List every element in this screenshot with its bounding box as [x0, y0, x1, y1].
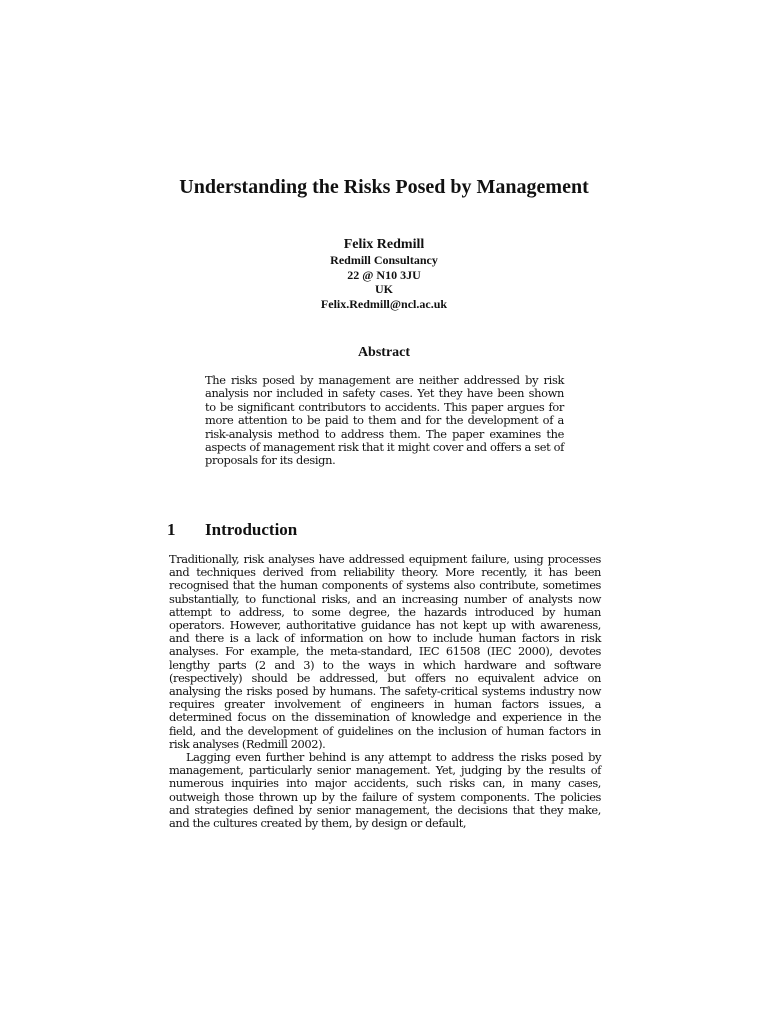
author-email: Felix.Redmill@ncl.ac.uk	[320, 296, 448, 311]
author-affiliation: Redmill Consultancy	[330, 253, 438, 267]
paper-title: Understanding the Risks Posed by Management	[179, 176, 589, 198]
section-heading-introduction	[167, 520, 607, 540]
section-title: Introduction	[205, 520, 298, 539]
author-block	[160, 236, 608, 311]
section-number: 1	[167, 520, 176, 539]
paragraph: Traditionally, risk analyses have addressed equipment failure, using processes and techniques derived from reliability theory. More recently, it has been recognised that the human components of systems also contribute, sometimes substantially, to functional risks, and an increasing number of analysts now attempt to address, to some degree, the hazards introduced by human operators. However, authoritative guidance has not kept up with awareness, and there is a lack of information on how to include human factors in risk analyses. For example, the meta-standard, IEC 61508 (IEC 2000), devotes lengthy parts (2 and 3) to the ways in which hardware and software (respectively) should be addressed, but offers no equivalent advice on analysing the risks posed by humans. The safety-critical systems industry now requires greater involvement of engineers in human factors issues, a determined focus on the dissemination of knowledge and experience in the field, and the development of guidelines on the inclusion of human factors in risk analyses (Redmill 2002).	[169, 552, 601, 751]
paragraph: Lagging even further behind is any attempt to address the risks posed by management, particularly senior management. Yet, judging by the results of numerous inquiries into major accidents, such risks can, in many cases, outweigh those thrown up by the failure of system components. The policies and strategies defined by senior management, the decisions that they make, and the cultures created by them, by design or default,	[169, 750, 601, 831]
abstract-heading: Abstract	[357, 345, 411, 360]
author-address: 22 @ N10 3JU	[347, 267, 421, 282]
introduction-body	[169, 553, 601, 830]
author-name: Felix Redmill	[343, 237, 425, 252]
abstract-text: The risks posed by management are neither addressed by risk analysis nor included in safety cases. Yet they have been shown to be significant contributors to accidents. This paper argues for more attention to be paid to them and for the development of a risk-analysis method to address them. The paper examines the aspects of management risk that it might cover and offers a set of proposals for its design.	[205, 373, 564, 468]
author-country: UK	[375, 282, 393, 296]
